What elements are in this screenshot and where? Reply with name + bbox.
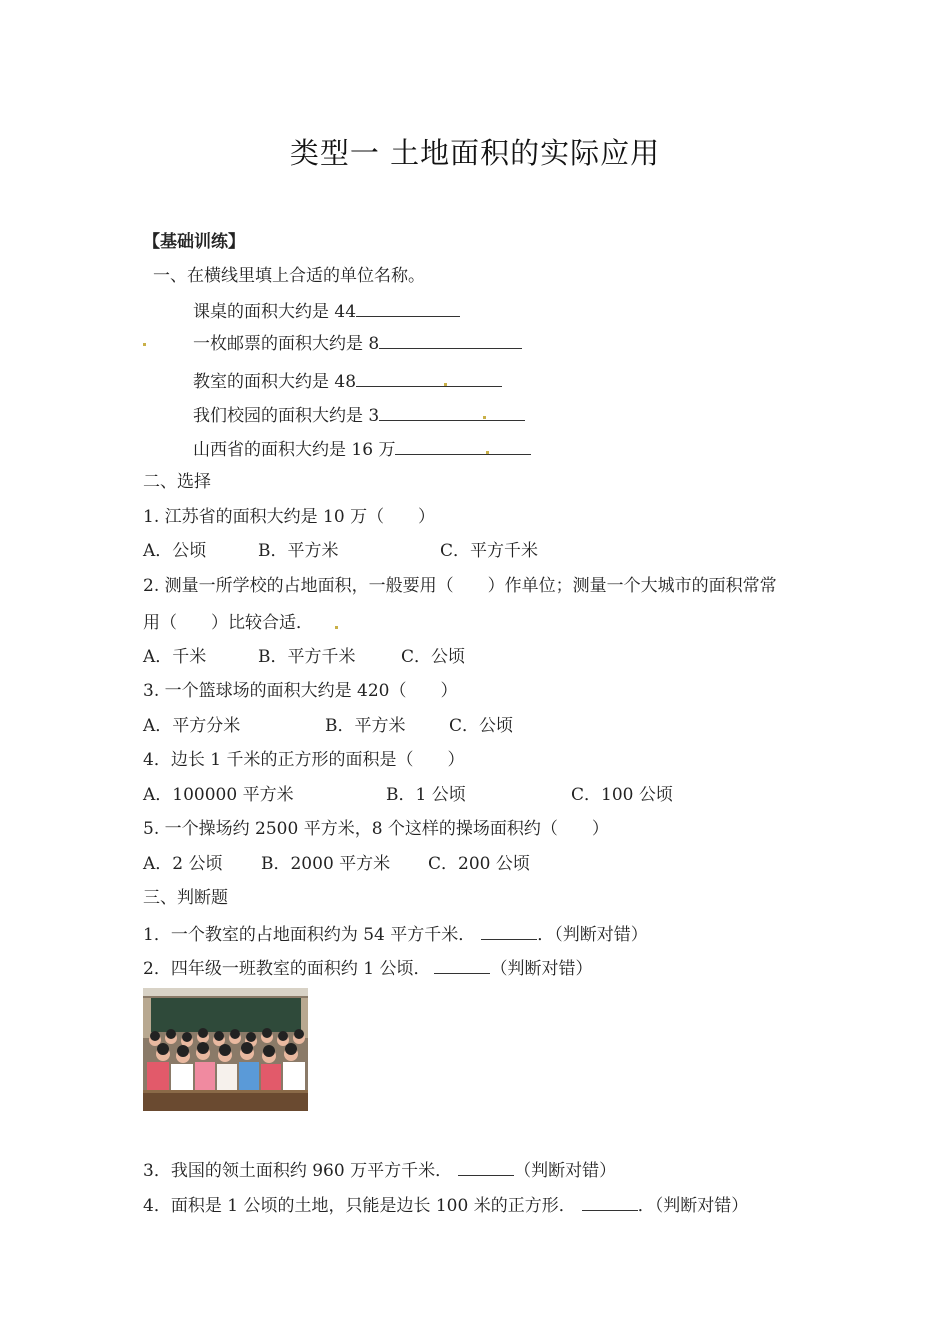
classroom-photo-drawing (143, 988, 308, 1111)
marker-dot (143, 343, 146, 346)
question-2-line-1: 2. 测量一所学校的占地面积，一般要用（ ）作单位；测量一个大城市的面积常常 (143, 576, 777, 596)
fill-item-4 (193, 402, 525, 428)
section2-heading: 二、选择 (143, 472, 211, 492)
option-b[interactable]: B．1 公顷 (386, 785, 466, 805)
answer-blank[interactable] (356, 368, 502, 387)
judge-text: 4．面积是 1 公顷的土地，只能是边长 100 米的正方形． (143, 1196, 576, 1216)
option-b[interactable]: B．2000 平方米 (261, 854, 391, 874)
question-1: 1. 江苏省的面积大约是 10 万（ ） (143, 507, 436, 527)
judge-1 (143, 921, 648, 947)
answer-blank[interactable] (481, 921, 537, 940)
fill-item-5 (193, 436, 531, 462)
answer-blank[interactable] (356, 298, 460, 317)
answer-blank[interactable] (582, 1192, 638, 1211)
fill-item-text: 教室的面积大约是 48 (193, 372, 357, 392)
option-c[interactable]: C．平方千米 (440, 541, 539, 561)
answer-blank[interactable] (379, 330, 522, 349)
fill-item-text: 课桌的面积大约是 44 (193, 302, 357, 322)
option-c[interactable]: C．公顷 (449, 716, 514, 736)
fill-item-text: 我们校园的面积大约是 3 (193, 406, 380, 426)
fill-item-1 (193, 298, 460, 324)
section1-heading: 一、在横线里填上合适的单位名称。 (153, 266, 425, 286)
answer-blank[interactable] (379, 402, 525, 421)
question-3-options (143, 714, 513, 738)
answer-blank[interactable] (458, 1157, 514, 1176)
fill-item-text: 山西省的面积大约是 16 万 (193, 440, 396, 460)
option-c[interactable]: C．公顷 (401, 647, 466, 667)
question-5-options (143, 852, 530, 876)
judge-2 (143, 955, 592, 981)
judge-suffix: （判断对错） (490, 959, 593, 979)
option-a[interactable]: A．公顷 (143, 541, 207, 561)
page-title: 类型一 土地面积的实际应用 (289, 136, 661, 170)
judge-suffix: ．（判断对错） (537, 925, 648, 945)
judge-3 (143, 1157, 616, 1183)
fill-item-3 (193, 368, 502, 394)
option-c[interactable]: C．100 公顷 (571, 785, 673, 805)
section3-heading: 三、判断题 (143, 888, 228, 908)
question-4-options (143, 783, 673, 807)
option-a[interactable]: A．2 公顷 (143, 854, 223, 874)
option-a[interactable]: A．100000 平方米 (143, 785, 294, 805)
basic-training-heading: 【基础训练】 (143, 232, 245, 252)
option-b[interactable]: B．平方米 (258, 541, 339, 561)
option-b[interactable]: B．平方米 (325, 716, 406, 736)
question-1-options (143, 539, 538, 563)
option-b[interactable]: B．平方千米 (258, 647, 356, 667)
question-4: 4．边长 1 千米的正方形的面积是（ ） (143, 750, 465, 770)
fill-item-text: 一枚邮票的面积大约是 8 (193, 334, 380, 354)
judge-suffix: （判断对错） (514, 1161, 617, 1181)
judge-suffix: ．（判断对错） (637, 1196, 749, 1216)
option-a[interactable]: A．平方分米 (143, 716, 241, 736)
option-c[interactable]: C．200 公顷 (428, 854, 530, 874)
answer-blank[interactable] (395, 436, 531, 455)
marker-dot (483, 416, 486, 419)
judge-4 (143, 1192, 748, 1218)
classroom-photo (143, 988, 308, 1111)
marker-dot (486, 451, 489, 454)
marker-dot (444, 383, 447, 386)
judge-text: 3．我国的领土面积约 960 万平方千米． (143, 1161, 453, 1181)
question-3: 3. 一个篮球场的面积大约是 420（ ） (143, 681, 458, 701)
fill-item-2 (193, 330, 522, 356)
question-2-options (143, 645, 465, 669)
question-5: 5. 一个操场约 2500 平方米，8 个这样的操场面积约（ ） (143, 819, 609, 839)
marker-dot (335, 626, 338, 629)
option-a[interactable]: A．千米 (143, 647, 207, 667)
judge-text: 1．一个教室的占地面积约为 54 平方千米． (143, 925, 476, 945)
question-2-line-2: 用（ ）比较合适． (143, 613, 313, 633)
answer-blank[interactable] (434, 955, 490, 974)
judge-text: 2．四年级一班教室的面积约 1 公顷． (143, 959, 431, 979)
